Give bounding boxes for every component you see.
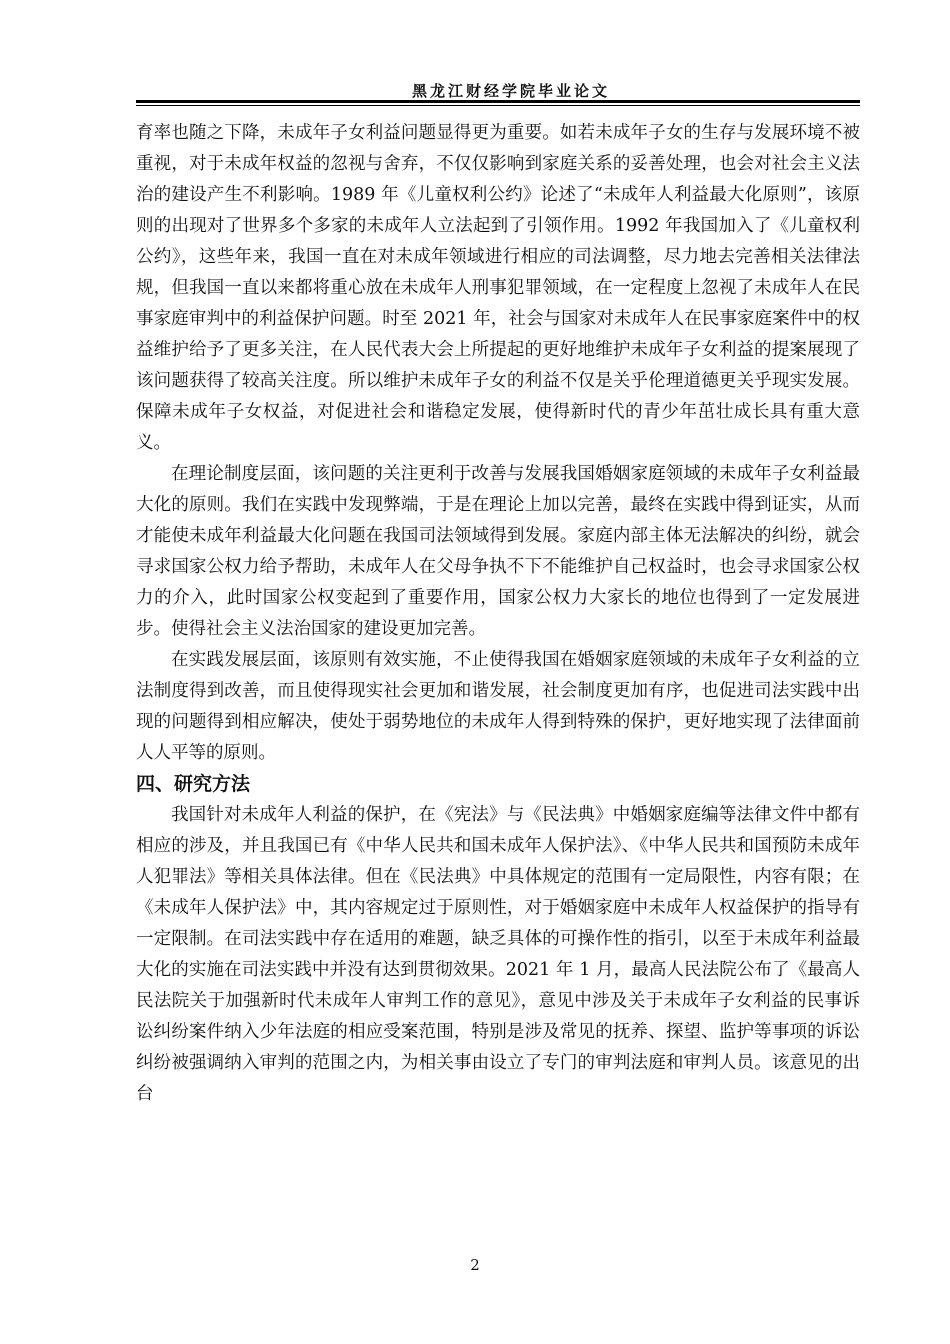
paragraph-practice: 在实践发展层面，该原则有效实施，不止使得我国在婚姻家庭领域的未成年子女利益的立法制度得到改善，而且使得现实社会更加和谐发展，社会制度更加有序，也促进司法实践中出现的问题得到相应解决，使处于弱势地位的未成年人得到特殊的保护，更好地实现了法律面前人人平等的原则。 (136, 650, 860, 763)
page-header (136, 76, 860, 102)
section-heading: 四、研究方法 (136, 773, 251, 795)
paragraph-theory: 在理论制度层面，该问题的关注更利于改善与发展我国婚姻家庭领域的未成年子女利益最大化的原则。我们在实践中发现弊端，于是在理论上加以完善，最终在实践中得到证实，从而才能使未成年利益最大化问题在我国司法领域得到发展。家庭内部主体无法解决的纠纷，就会寻求国家公权力给予帮助，未成年人在父母争执不下不能维护自己权益时，也会寻求国家公权力的介入，此时国家公权变起到了重要作用，国家公权力大家长的地位也得到了一定发展进步。使得社会主义法治国家的建设更加完善。 (136, 464, 860, 639)
header-rule-thick (136, 100, 860, 103)
header-title: 黑龙江财经学院毕业论文 (411, 82, 610, 100)
paragraph-continued: 育率也随之下降，未成年子女利益问题显得更为重要。如若未成年子女的生存与发展环境不被重视，对于未成年权益的忽视与舍弃，不仅仅影响到家庭关系的妥善处理，也会对社会主义法治的建设产生不利影响。1989 年《儿童权利公约》论述了“未成年人利益最大化原则”，该原则的出现对了世界多个多家的未成年人立法起到了引领作用。1992 年我国加入了《儿童权利公约》，这些年来，我国一直在对未成年领域进行相应的司法调整，尽力地去完善相关法律法规，但我国一直以来都将重心放在未成年人刑事犯罪领域，在一定程度上忽视了未成年人在民事家庭审判中的利益保护问题。时至 2021 年，社会与国家对未成年人在民事家庭案件中的权益维护给予了更多关注，在人民代表大会上所提起的更好地维护未成年子女利益的提案展现了该问题获得了较高关注度。所以维护未成年子女的利益不仅是关乎伦理道德更关乎现实发展。保障未成年子女权益，对促进社会和谐稳定发展，使得新时代的青少年茁壮成长具有重大意义。 (136, 123, 860, 453)
page-number: 2 (470, 1256, 480, 1274)
header-rule-thin (136, 105, 860, 106)
document-body (136, 118, 860, 1110)
paragraph-methods: 我国针对未成年人利益的保护，在《宪法》与《民法典》中婚姻家庭编等法律文件中都有相应的涉及，并且我国已有《中华人民共和国未成年人保护法》、《中华人民共和国预防未成年人犯罪法》等相关具体法律。但在《民法典》中具体规定的范围有一定局限性，内容有限；在《未成年人保护法》中，其内容规定过于原则性，对于婚姻家庭中未成年人权益保护的指导有一定限制。在司法实践中存在适用的难题，缺乏具体的可操作性的指引，以至于未成年利益最大化的实施在司法实践中并没有达到贯彻效果。2021 年 1 月，最高人民法院公布了《最高人民法院关于加强新时代未成年人审判工作的意见》，意见中涉及关于未成年子女利益的民事诉讼纠纷案件纳入少年法庭的相应受案范围，特别是涉及常见的抚养、探望、监护等事项的诉讼纠纷被强调纳入审判的范围之内，为相关事由设立了专门的审判法庭和审判人员。该意见的出台 (136, 805, 860, 1104)
